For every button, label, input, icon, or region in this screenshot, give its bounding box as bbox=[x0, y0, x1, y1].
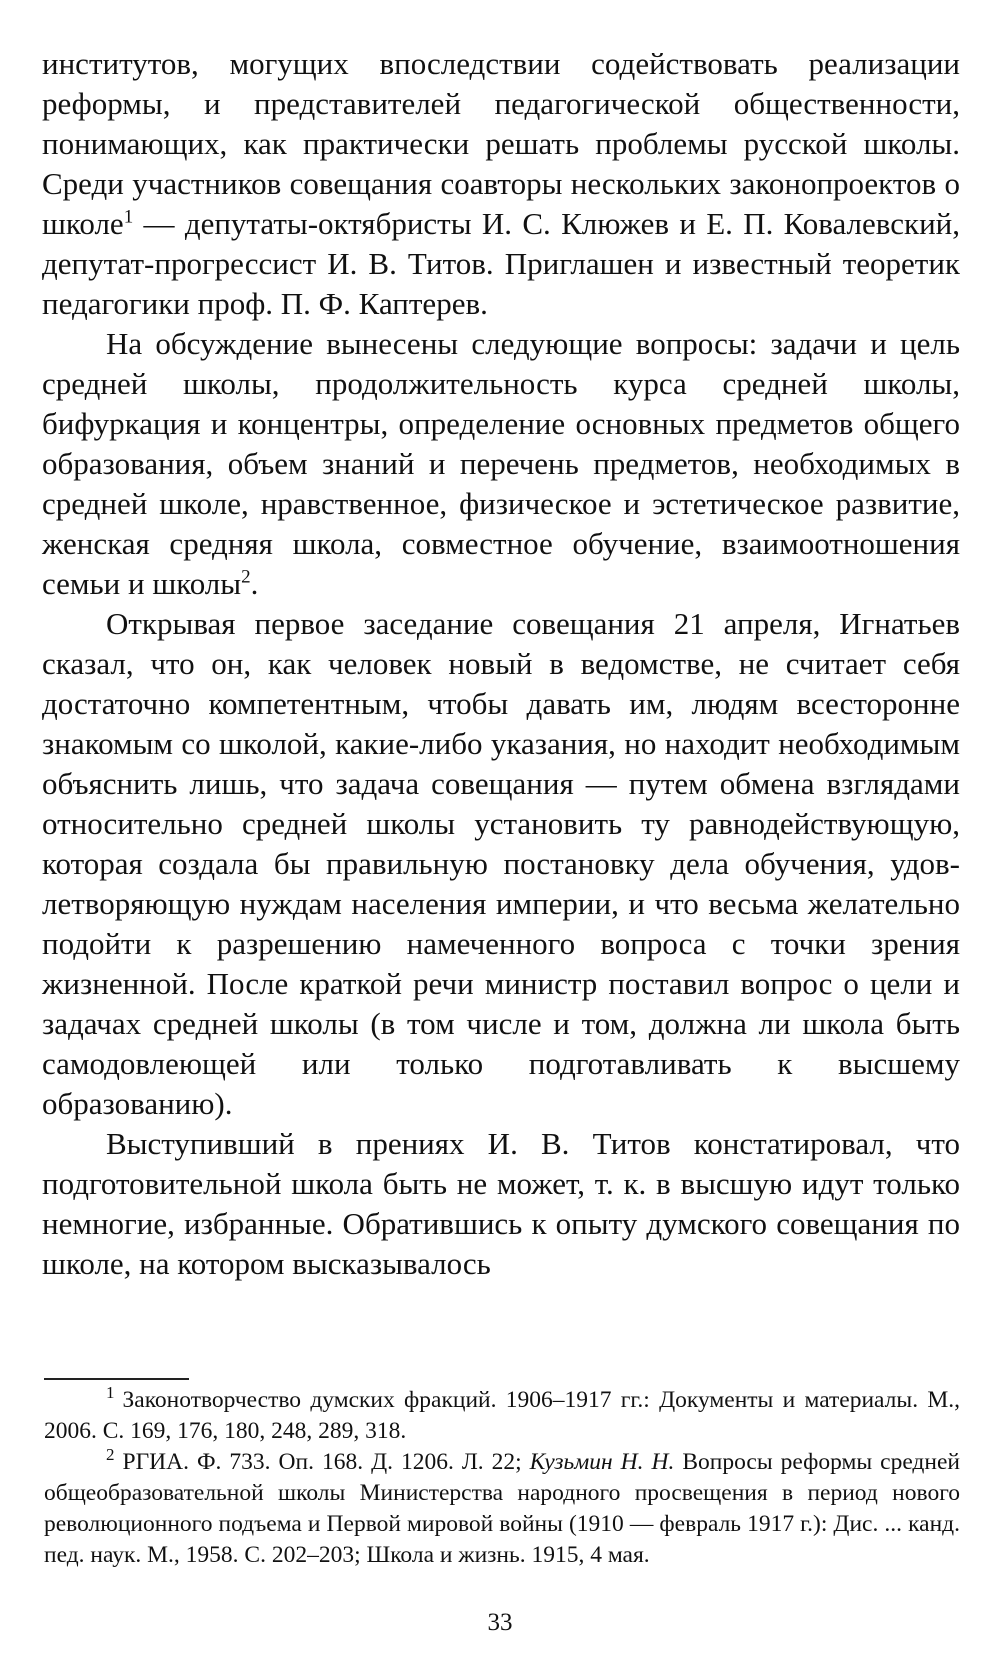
footnote-1-mark: 1 bbox=[106, 1383, 115, 1403]
footnote-1-text: Законотворчество думских фракций. 1906–1917 гг.: Документы и материалы. М., 2006. С. 169, 176, 180, 248, 289, 318. bbox=[44, 1387, 960, 1444]
paragraph-1-text-a: институтов, могущих впоследствии содействовать реализации реформы, и представителей педагогической общественности, понимающих, как практически решать проблемы русской школы. Среди участников совещания соавторы нескольких законопроектов о школе bbox=[42, 46, 960, 241]
footnote-ref-1: 1 bbox=[123, 206, 134, 228]
paragraph-2-text-b: . bbox=[250, 566, 259, 601]
footnote-2-text-a: РГИА. Ф. 733. Оп. 168. Д. 1206. Л. 22; bbox=[122, 1449, 530, 1475]
footnote-2-text-b: Вопросы реформы средней общеобразовательной школы Министерства народного просвещения в период нового революционного подъема и Первой мировой войны (1910 — февраль 1917 г.): Дис. ... канд. пед. наук. М., 1958. С. 202–203; Школа и жизнь. 1915, 4 мая. bbox=[44, 1449, 960, 1568]
paragraph-2-text-a: На обсуждение вынесены следующие вопросы: задачи и цель средней школы, продолжительность курса средней школы, бифуркация и концентры, определение основных предметов общего образования, объем знаний и перечень предметов, необходимых в средней школе, нравственное, физическое и эстетическое развитие, женская средняя школа, совместное обучение, взаимоотношения семьи и школы bbox=[42, 326, 960, 601]
footnotes-block bbox=[44, 1385, 960, 1571]
paragraph-4: Выступивший в прениях И. В. Титов констатировал, что подготовительной школа быть не может, т. к. в высшую идут только немногие, избранные. Обратившись к опыту думского совещания по школе, на котором высказывалось bbox=[42, 1126, 960, 1281]
footnote-1 bbox=[44, 1385, 960, 1447]
paragraph-1 bbox=[42, 44, 960, 324]
footnote-2 bbox=[44, 1447, 960, 1571]
main-text-block bbox=[42, 44, 960, 1284]
paragraph-1-text-b: — депутаты-октябристы И. С. Клюжев и Е. П. Ковалевский, депутат-прогрессист И. В. Титов. Приглашен и известный теоретик педагогики проф. П. Ф. Каптерев. bbox=[42, 206, 960, 321]
footnote-2-mark: 2 bbox=[106, 1445, 115, 1465]
paragraph-3: Открывая первое заседание совещания 21 апреля, Игнатьев сказал, что он, как человек новый в ведомстве, не считает себя достаточно компетентным, чтобы давать им, людям всесторонне знакомым со школой, какие-либо указания, но находит необходимым объяснить лишь, что задача совещания — путем обмена взглядами относительно средней школы установить ту равнодействующую, которая создала бы правильную постановку дела обучения, удовлетворяющую нуждам населения империи, и что весьма желательно подойти к разрешению намеченного вопроса с точки зрения жизненной. После краткой речи министр поставил вопрос о цели и задачах средней школы (в том числе и том, должна ли школа быть самодовлеющей или только подготавливать к высшему образованию). bbox=[42, 606, 960, 1121]
footnote-ref-2: 2 bbox=[241, 566, 251, 588]
page-number: 33 bbox=[487, 1609, 513, 1636]
footnote-2-author: Кузьмин Н. Н. bbox=[529, 1449, 675, 1475]
footnote-divider bbox=[44, 1378, 189, 1380]
paragraph-2 bbox=[42, 324, 960, 604]
